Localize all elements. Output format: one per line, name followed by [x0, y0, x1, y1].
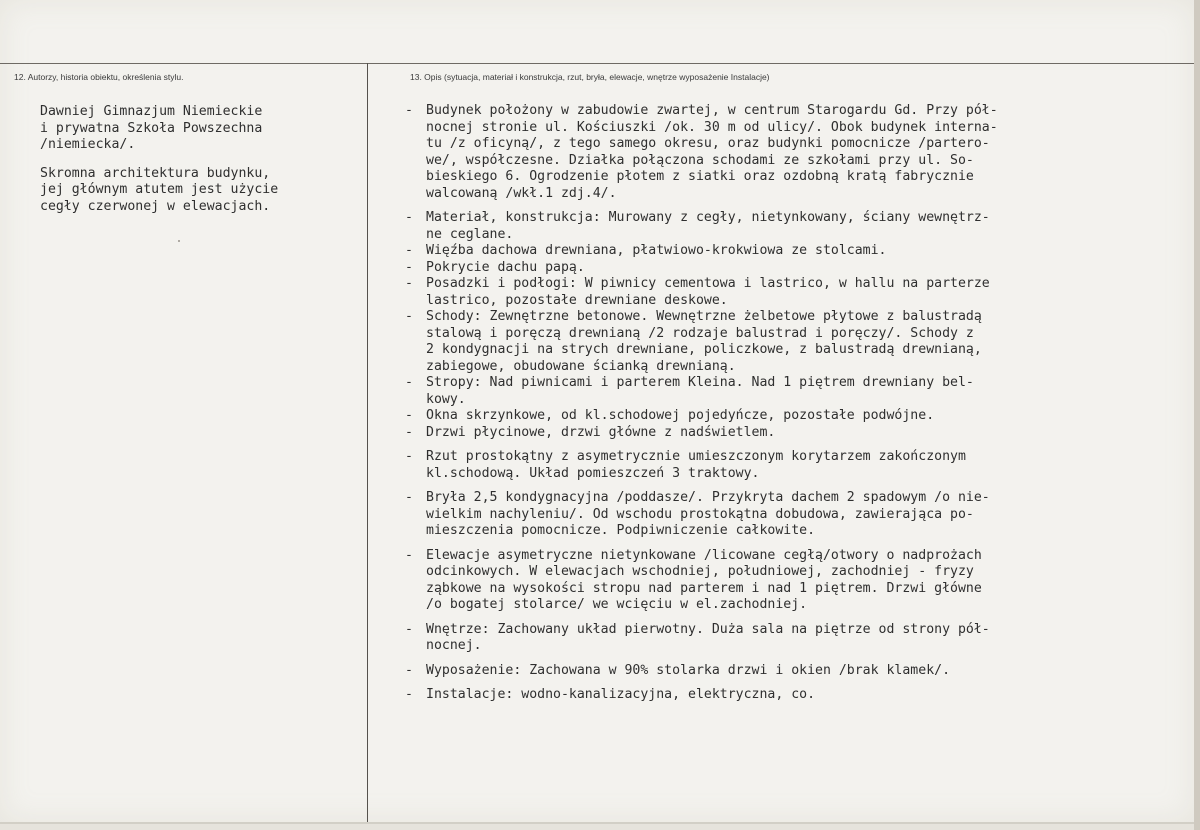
header-rule [0, 63, 1194, 64]
description-item-text: Elewacje asymetryczne nietynkowane /licowane cegłą/otwory o nadprożach odcinkowych. W elewacjach wschodniej, południowej, zachodniej - fryzy ząbkowe na wysokości stropu nad parterem i nad 1 piętrem. Drzwi główne /o bogatej stolarce/ we wcięciu w el.zachodniej. [426, 547, 982, 612]
paper-edge [1194, 0, 1200, 830]
list-dash: - [405, 687, 413, 702]
description-item-text: Drzwi płycinowe, drzwi główne z nadświetlem. [426, 424, 776, 440]
list-dash: - [405, 621, 413, 637]
list-dash: - [405, 103, 413, 118]
description-item-text: Budynek położony w zabudowie zwartej, w centrum Starogardu Gd. Przy pół- nocnej stronie ul. Kościuszki /ok. 30 m od ulicy/. Obok budynek interna- tu /z oficyną/, z tego samego okresu, oraz budynki pomocnicze /partero- we/, współczesne. Działka połączona schodami ze szkołami przy ul. So- bieskiego 6. Ogrodzenie płotem z siatki oraz ozdobną kratą fabrycznie walcowaną /wkł.1 zdj.4/. [426, 103, 998, 201]
description-item-text: Bryła 2,5 kondygnacyjna /poddasze/. Przykryta dachem 2 spadowym /o nie- wielkim nachyleniu/. Od wschodu prostokątna dobudowa, zawierająca po- mieszczenia pomocnicze. Podpiwniczenie całkowite. [426, 490, 990, 538]
description-item-situation [405, 103, 1165, 202]
list-dash: - [405, 547, 413, 563]
column-divider [367, 63, 368, 822]
list-dash: - [405, 309, 413, 324]
description-item-text: Wyposażenie: Zachowana w 90% stolarka drzwi i okien /brak klamek/. [426, 662, 951, 678]
description-item-interior [405, 622, 1165, 655]
description-item-text: Okna skrzynkowe, od kl.schodowej pojedyńcze, pozostałe podwójne. [426, 408, 935, 423]
description-text [405, 103, 1165, 704]
list-dash: - [405, 408, 413, 423]
description-item-text: Instalacje: wodno-kanalizacyjna, elektryczna, co. [426, 687, 816, 702]
description-item-text: Materiał, konstrukcja: Murowany z cegły, nietynkowany, ściany wewnętrz- ne ceglane. [426, 210, 990, 242]
description-item-roofing [405, 260, 1165, 277]
description-item-stairs [405, 309, 1165, 375]
description-item-doors [405, 425, 1165, 442]
description-item-text: Schody: Zewnętrzne betonowe. Wewnętrzne żelbetowe płytowe z balustradą stalową i poręczą drewnianą /2 rodzaje balustrad i poręczy/. Schody z 2 kondygnacji na strych drewniane, policzkowe, z balustradą drewnianą, zabiegowe, obudowane ścianką drewnianą. [426, 309, 982, 374]
description-item-ceilings [405, 375, 1165, 408]
description-item-text: Rzut prostokątny z asymetrycznie umieszczonym korytarzem zakończonym kl.schodową. Układ pomieszczeń 3 traktowy. [426, 449, 966, 481]
description-item-text: Stropy: Nad piwnicami i parterem Kleina. Nad 1 piętrem drewniany bel- kowy. [426, 375, 974, 407]
list-dash: - [405, 375, 413, 390]
history-paragraph-2: Skromna architektura budynku, jej głównym atutem jest użycie cegły czerwonej w elewacjach. [40, 165, 279, 214]
description-item-text: Więźba dachowa drewniana, płatwiowo-krokwiowa ze stolcami. [426, 243, 887, 258]
description-item-floors [405, 276, 1165, 309]
list-dash: - [405, 449, 413, 464]
field-12-label: 12. Autorzy, historia obiektu, określenia stylu. [14, 72, 184, 82]
list-dash: - [405, 243, 413, 258]
list-dash: - [405, 210, 413, 225]
description-item-plan [405, 449, 1165, 482]
description-item-text: Wnętrze: Zachowany układ pierwotny. Duża sala na piętrze od strony pół- nocnej. [426, 621, 990, 653]
description-item-elevations [405, 548, 1165, 614]
description-item-text: Posadzki i podłogi: W piwnicy cementowa i lastrico, w hallu na parterze lastrico, pozostałe drewniane deskowe. [426, 276, 990, 308]
list-dash: - [405, 259, 413, 275]
list-dash: - [405, 490, 413, 505]
description-item-installations [405, 687, 1165, 704]
description-item-material [405, 210, 1165, 243]
history-paragraph-1: Dawniej Gimnazjum Niemieckie i prywatna Szkoła Powszechna /niemiecka/. [40, 104, 263, 152]
history-text [40, 104, 360, 227]
description-item-text: Pokrycie dachu papą. [426, 259, 585, 275]
description-item-furnishing [405, 663, 1165, 680]
paper-speck [178, 240, 180, 242]
list-dash: - [405, 424, 413, 440]
field-13-label: 13. Opis (sytuacja, materiał i konstrukcja, rzut, bryła, elewacje, wnętrze wyposażenie Instalacje) [410, 72, 770, 82]
description-item-massing [405, 490, 1165, 540]
list-dash: - [405, 662, 413, 678]
list-dash: - [405, 276, 413, 291]
description-item-windows [405, 408, 1165, 425]
description-item-roof-truss [405, 243, 1165, 260]
